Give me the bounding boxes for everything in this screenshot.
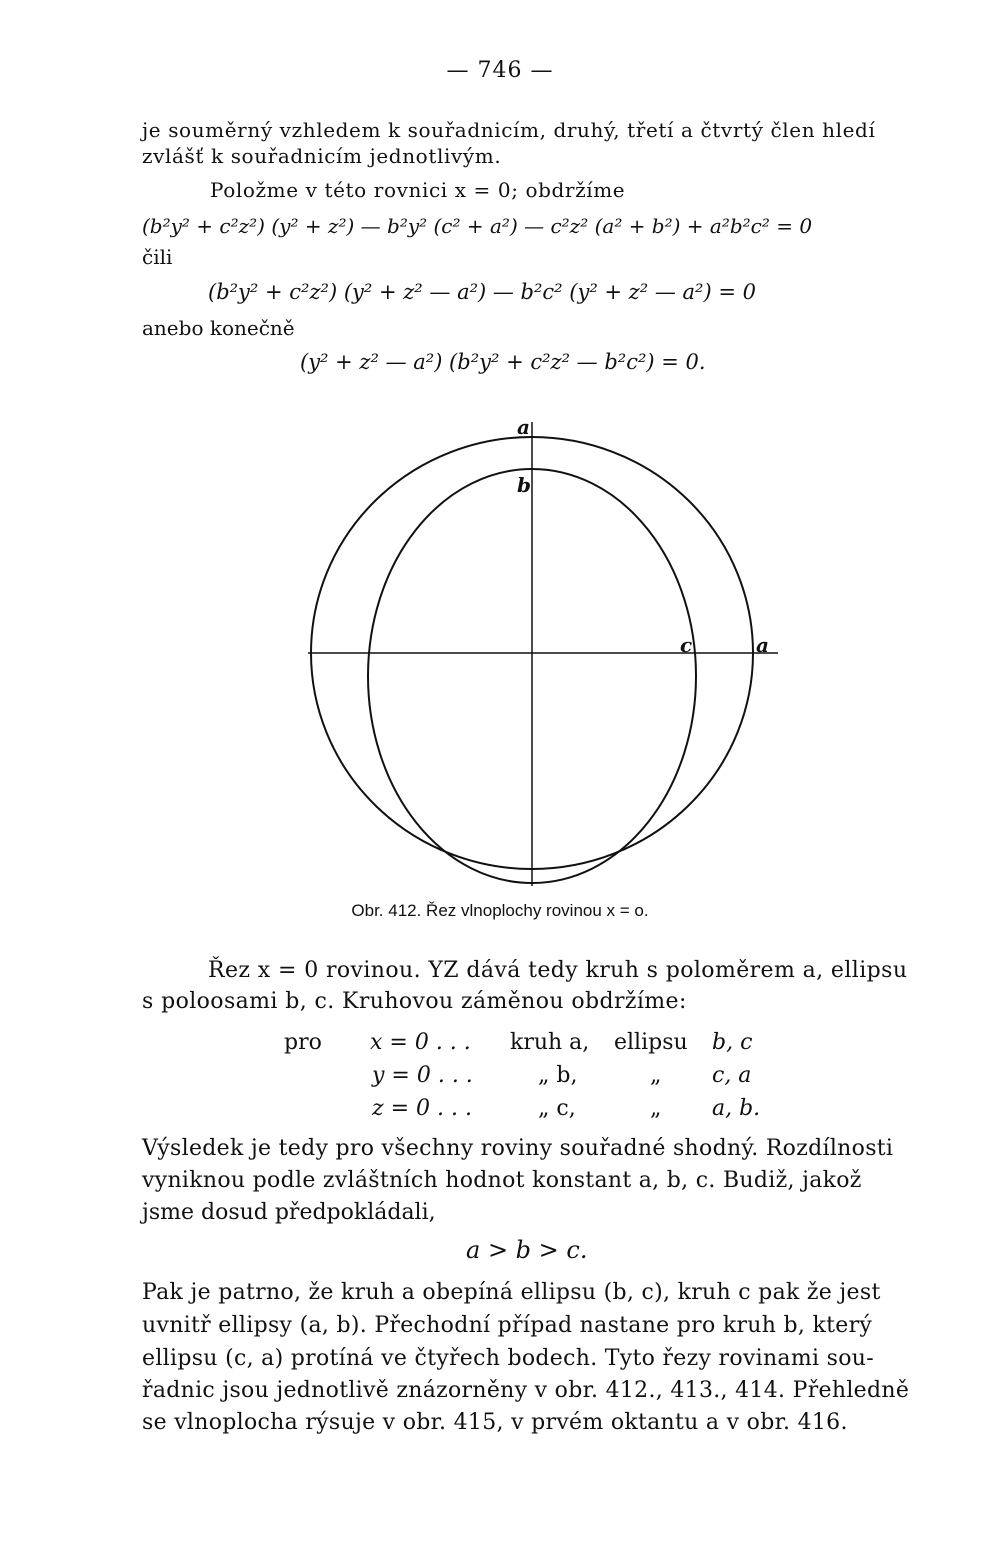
table-row2-var: y = 0 . . . bbox=[372, 1063, 473, 1088]
table-row1-c1: kruh a, bbox=[510, 1030, 590, 1055]
label-b: b bbox=[517, 473, 531, 497]
table-row1-var: x = 0 . . . bbox=[370, 1030, 471, 1055]
para4-line-2: uvnitř ellipsy (a, b). Přechodní případ nastane pro kruh b, který bbox=[142, 1313, 873, 1338]
table-row2-c3: c, a bbox=[712, 1063, 752, 1088]
table-row2-c1: „ b, bbox=[538, 1063, 578, 1088]
table-row2-c2: „ bbox=[650, 1063, 662, 1088]
equation-1: (b²y² + c²z²) (y² + z²) — b²y² (c² + a²) — c²z² (a² + b²) + a²b²c² = 0 bbox=[142, 214, 813, 238]
table-lead: pro bbox=[284, 1030, 322, 1055]
para4-line-5: se vlnoplocha rýsuje v obr. 415, v prvém oktantu a v obr. 416. bbox=[142, 1410, 848, 1435]
cili-word: čili bbox=[142, 245, 173, 269]
label-a-top: a bbox=[517, 415, 530, 439]
table-row3-c2: „ bbox=[650, 1096, 662, 1121]
inequality: a > b > c. bbox=[466, 1236, 588, 1264]
table-row3-c1: „ c, bbox=[538, 1096, 576, 1121]
intro-line-1: je souměrný vzhledem k souřadnicím, druhý, třetí a čtvrtý člen hledí bbox=[142, 118, 876, 142]
para4-line-4: řadnic jsou jednotlivě znázorněny v obr. 412., 413., 414. Přehledně bbox=[142, 1378, 910, 1403]
figure-caption: Obr. 412. Řez vlnoplochy rovinou x = o. bbox=[351, 901, 649, 920]
table-row1-c2: ellipsu bbox=[614, 1030, 688, 1055]
para3-line-3: jsme dosud předpokládali, bbox=[142, 1200, 436, 1225]
figure-412 bbox=[0, 400, 1000, 900]
table-row3-c3: a, b. bbox=[712, 1096, 761, 1121]
para4-line-1: Pak je patrno, že kruh a obepíná ellipsu (b, c), kruh c pak že jest bbox=[142, 1280, 881, 1305]
equation-3: (y² + z² — a²) (b²y² + c²z² — b²c²) = 0. bbox=[300, 350, 706, 374]
intro-line-2: zvlášť k souřadnicím jednotlivým. bbox=[142, 144, 502, 168]
para4-line-3: ellipsu (c, a) protíná ve čtyřech bodech. Tyto řezy rovinami sou- bbox=[142, 1346, 874, 1371]
para3-line-1: Výsledek je tedy pro všechny roviny souřadné shodný. Rozdílnosti bbox=[142, 1136, 894, 1161]
para3-line-2: vyniknou podle zvláštních hodnot konstant a, b, c. Budiž, jakož bbox=[142, 1168, 862, 1193]
page-number: — 746 — bbox=[446, 58, 554, 83]
label-a-right: a bbox=[756, 633, 769, 657]
table-row1-c3: b, c bbox=[712, 1030, 753, 1055]
put-x-line: Položme v této rovnici x = 0; obdržíme bbox=[210, 178, 626, 202]
permutation-table bbox=[0, 1030, 1000, 1130]
table-row3-var: z = 0 . . . bbox=[372, 1096, 472, 1121]
label-c: c bbox=[680, 633, 693, 657]
para2-line-2: s poloosami b, c. Kruhovou záměnou obdržíme: bbox=[142, 989, 687, 1014]
para2-line-1: Řez x = 0 rovinou. YZ dává tedy kruh s poloměrem a, ellipsu bbox=[208, 958, 908, 983]
equation-2: (b²y² + c²z²) (y² + z² — a²) — b²c² (y² + z² — a²) = 0 bbox=[208, 280, 756, 304]
anebo-line: anebo konečně bbox=[142, 316, 295, 340]
